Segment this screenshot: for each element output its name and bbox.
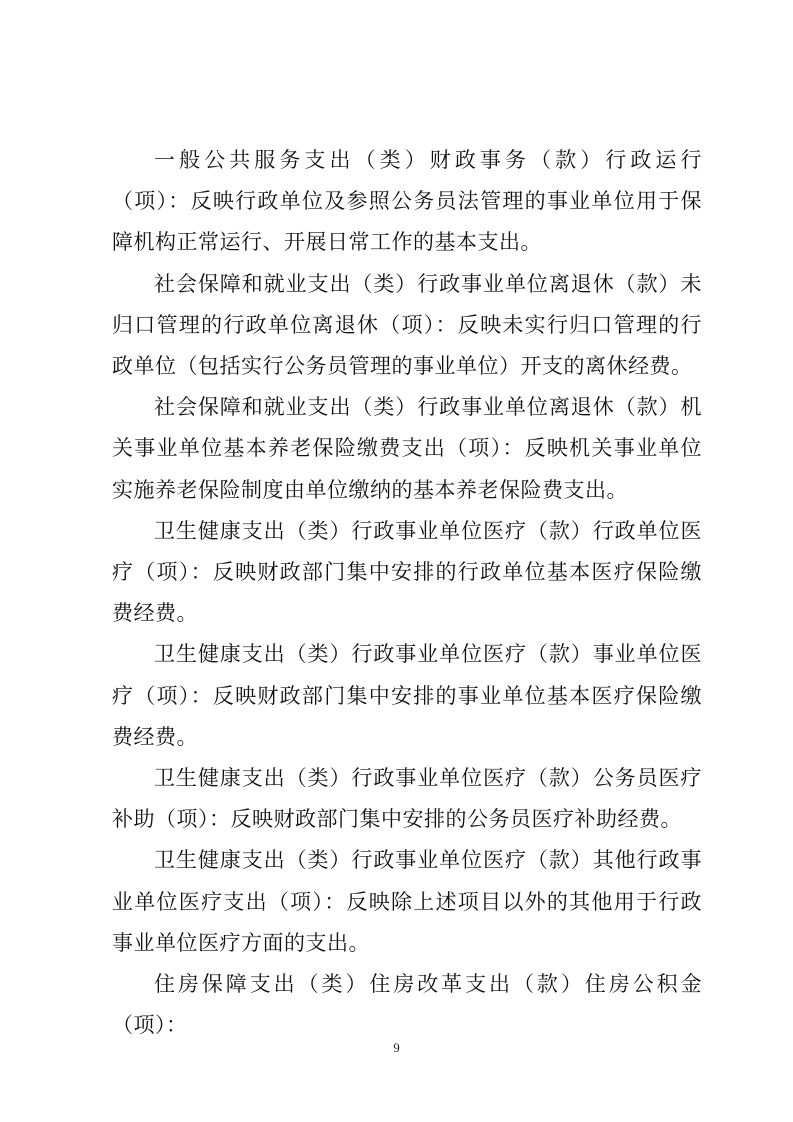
paragraph-admin-medical: 卫生健康支出（类）行政事业单位医疗（款）行政单位医疗（项）：反映财政部门集中安排的行政单位基本医疗保险缴费经费。 (112, 518, 702, 626)
document-body (112, 140, 702, 1046)
paragraph-institution-medical: 卫生健康支出（类）行政事业单位医疗（款）事业单位医疗（项）：反映财政部门集中安排的事业单位基本医疗保险缴费经费。 (112, 642, 702, 749)
paragraph-other-medical: 卫生健康支出（类）行政事业单位医疗（款）其他行政事业单位医疗支出（项）：反映除上述项目以外的其他用于行政事业单位医疗方面的支出。 (112, 848, 702, 955)
page-number: 9 (393, 1040, 400, 1055)
paragraph-general-public-services: 一般公共服务支出（类）财政事务（款）行政运行（项）：反映行政单位及参照公务员法管理的事业单位用于保障机构正常运行、开展日常工作的基本支出。 (112, 148, 702, 255)
paragraph-pension-insurance: 社会保障和就业支出（类）行政事业单位离退休（款）机关事业单位基本养老保险缴费支出（项）：反映机关事业单位实施养老保险制度由单位缴纳的基本养老保险费支出。 (112, 395, 702, 502)
paragraph-civil-servant-medical-subsidy: 卫生健康支出（类）行政事业单位医疗（款）公务员医疗补助（项）：反映财政部门集中安排的公务员医疗补助经费。 (112, 766, 702, 832)
paragraph-housing-fund: 住房保障支出（类）住房改革支出（款）住房公积金（项）： (112, 972, 702, 1038)
paragraph-retirement-unmanaged: 社会保障和就业支出（类）行政事业单位离退休（款）未归口管理的行政单位离退休（项）：反映未实行归口管理的行政单位（包括实行公务员管理的事业单位）开支的离休经费。 (112, 271, 702, 379)
